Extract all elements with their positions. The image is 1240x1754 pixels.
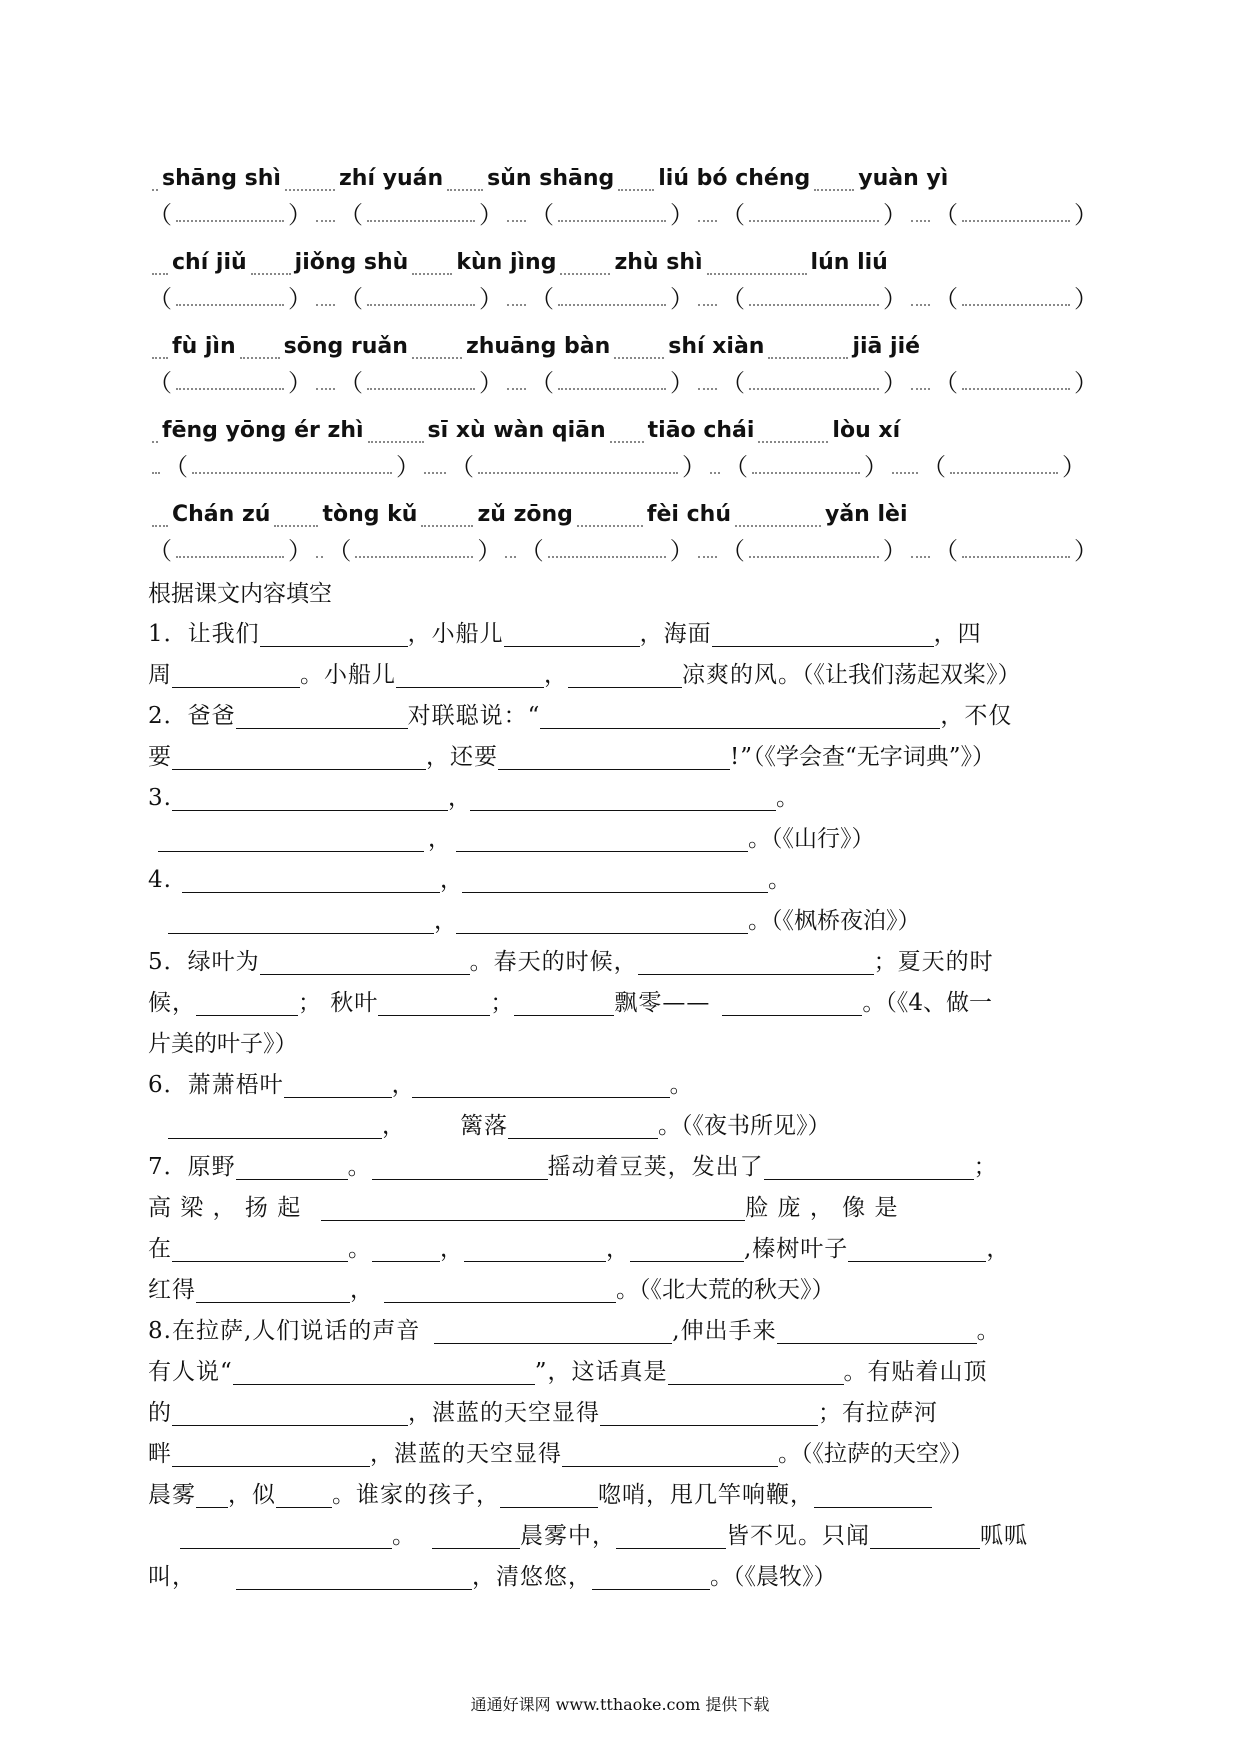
answer-blank[interactable] <box>172 661 300 688</box>
pinyin-word: lòu xí <box>832 418 901 443</box>
answer-blank[interactable] <box>168 907 434 934</box>
worksheet-page <box>148 150 1098 1598</box>
answer-blank[interactable] <box>196 1276 350 1303</box>
answer-blank[interactable] <box>233 1358 535 1385</box>
answer-brackets-row: （ ） （ ） （ ） （ ） （ ） <box>148 285 1098 313</box>
pinyin-row <box>148 318 1098 359</box>
pinyin-word: sǔn shāng <box>487 166 615 191</box>
answer-blank[interactable] <box>668 1358 844 1385</box>
answer-blank[interactable] <box>182 866 440 893</box>
question-5-line: 候， ； 秋叶 ； 飘零—— 。（《4、做一 <box>148 990 992 1016</box>
footer-credit: 通通好课网 www.tthaoke.com 提供下载 <box>470 1695 770 1714</box>
pinyin-row <box>148 486 1098 527</box>
answer-blank[interactable] <box>260 620 408 647</box>
pinyin-word: sī xù wàn qiān <box>427 418 606 443</box>
question-5-line: 片美的叶子》） <box>148 1031 298 1057</box>
question-3-line: ， 。（《山行》） <box>148 819 1098 860</box>
pinyin-word: kùn jìng <box>456 250 557 275</box>
answer-blank[interactable] <box>462 866 768 893</box>
question-7-line: 高 梁 ， 扬 起 脸 庞 ， 像 是 <box>148 1195 899 1221</box>
answer-blank[interactable] <box>196 1481 228 1508</box>
answer-blank[interactable] <box>172 1399 408 1426</box>
answer-blank[interactable] <box>562 1440 778 1467</box>
answer-blank[interactable] <box>508 1112 658 1139</box>
answer-blank[interactable] <box>712 620 934 647</box>
question-8-line: 畔 ，湛蓝的天空显得 。（《拉萨的天空》） <box>148 1441 974 1467</box>
pinyin-word: sōng ruǎn <box>283 334 408 359</box>
question-8-line: 8.在拉萨,人们说话的声音 ,伸出手来 。 <box>148 1318 1001 1344</box>
answer-blank[interactable] <box>456 825 748 852</box>
pinyin-word: tiāo chái <box>647 418 755 443</box>
answer-blank[interactable] <box>514 989 614 1016</box>
answer-blank[interactable] <box>236 1563 472 1590</box>
pinyin-word: shí xiàn <box>668 334 765 359</box>
answer-blank[interactable] <box>260 948 470 975</box>
pinyin-word: jiǒng shù <box>294 250 409 275</box>
pinyin-word: zhù shì <box>614 250 703 275</box>
pinyin-word: jiā jié <box>852 334 921 359</box>
answer-blank[interactable] <box>321 1194 745 1221</box>
question-1-line: 1．让我们 ，小船儿 ，海面 ，四 <box>148 621 982 647</box>
answer-brackets-row: （ ） （ ） （ ） （ ） （ ） <box>148 369 1098 397</box>
pinyin-word: fēng yōng ér zhì <box>162 418 364 443</box>
answer-blank[interactable] <box>616 1522 726 1549</box>
answer-blank[interactable] <box>168 1112 382 1139</box>
question-8-line: 的 ，湛蓝的天空显得 ；有拉萨河 <box>148 1400 938 1426</box>
answer-blank[interactable] <box>456 907 748 934</box>
question-7-line: 在 。 ， ， ,榛树叶子 ， <box>148 1236 1011 1262</box>
answer-blank[interactable] <box>396 661 544 688</box>
answer-blank[interactable] <box>722 989 862 1016</box>
section-title: 根据课文内容填空 <box>148 581 332 607</box>
answer-blank[interactable] <box>814 1481 932 1508</box>
answer-blank[interactable] <box>432 1522 520 1549</box>
answer-blank[interactable] <box>172 784 448 811</box>
answer-blank[interactable] <box>592 1563 710 1590</box>
question-7-line: 7．原野 。 摇动着豆荚，发出了 ； <box>148 1154 998 1180</box>
question-5-line: 5．绿叶为 。春天的时候， ；夏天的时 <box>148 949 994 975</box>
pinyin-word: zhuāng bàn <box>465 334 611 359</box>
answer-blank[interactable] <box>172 743 426 770</box>
pinyin-word: Chán zú <box>172 502 271 527</box>
question-1-line: 周 。小船儿 ， 凉爽的风。（《让我们荡起双桨》） <box>148 662 1021 688</box>
pinyin-row <box>148 150 1098 191</box>
answer-blank[interactable] <box>600 1399 818 1426</box>
pinyin-word: zǔ zōng <box>477 502 573 527</box>
answer-brackets-row: （ ） （ ） （ ） （ ） （ ） <box>148 537 1098 565</box>
answer-blank[interactable] <box>158 825 424 852</box>
question-6-line: 6．萧萧梧叶 ， 。 <box>148 1072 694 1098</box>
answer-blank[interactable] <box>172 1235 348 1262</box>
answer-blank[interactable] <box>500 1481 598 1508</box>
answer-blank[interactable] <box>284 1071 392 1098</box>
answer-blank[interactable] <box>236 1153 348 1180</box>
question-3-line: 3. ， 。 <box>148 785 800 811</box>
pinyin-word: lún liú <box>810 250 888 275</box>
question-4-line: 4. ， 。 <box>148 867 792 893</box>
answer-blank[interactable] <box>504 620 640 647</box>
pinyin-word: fù jìn <box>172 334 236 359</box>
question-9-line: 晨雾 ，似 。谁家的孩子， 唿哨，甩几竿响鞭， <box>148 1475 1098 1516</box>
question-9-line: 。 晨雾中， 皆不见。只闻 呱呱 <box>148 1516 1098 1557</box>
pinyin-word: tòng kǔ <box>322 502 418 527</box>
answer-blank[interactable] <box>236 702 408 729</box>
pinyin-word: yuàn yì <box>858 166 949 191</box>
answer-blank[interactable] <box>412 1071 670 1098</box>
question-2-line: 要 ，还要 !”（《学会查“无字词典”》） <box>148 744 996 770</box>
question-8-line: 有人说“ ”，这话真是 。有贴着山顶 <box>148 1359 988 1385</box>
pinyin-word: zhí yuán <box>338 166 444 191</box>
question-7-line: 红得 ， 。（《北大荒的秋天》） <box>148 1277 835 1303</box>
answer-brackets-row: （ ） （ ） （ ） （ ） （ ） <box>148 201 1098 229</box>
answer-blank[interactable] <box>777 1317 977 1344</box>
pinyin-row <box>148 234 1098 275</box>
answer-blank[interactable] <box>384 1276 616 1303</box>
answer-blank[interactable] <box>196 989 298 1016</box>
answer-blank[interactable] <box>276 1481 332 1508</box>
pinyin-word: fèi chú <box>646 502 731 527</box>
answer-blank[interactable] <box>464 1235 606 1262</box>
answer-blank[interactable] <box>870 1522 980 1549</box>
pinyin-word: liú bó chéng <box>658 166 811 191</box>
answer-blank[interactable] <box>180 1522 392 1549</box>
pinyin-word: yǎn lèi <box>824 502 908 527</box>
answer-blank[interactable] <box>378 989 490 1016</box>
answer-brackets-row: （ ） （ ） （ ） （ ） <box>148 443 1098 486</box>
question-4-line: ， 。（《枫桥夜泊》） <box>148 901 1098 942</box>
question-9-line: 叫， ，清悠悠， 。（《晨牧》） <box>148 1564 837 1590</box>
answer-blank[interactable] <box>630 1235 744 1262</box>
answer-blank[interactable] <box>568 661 682 688</box>
answer-blank[interactable] <box>470 784 776 811</box>
answer-blank[interactable] <box>848 1235 986 1262</box>
pinyin-row <box>148 402 1098 443</box>
answer-blank[interactable] <box>372 1235 440 1262</box>
answer-blank[interactable] <box>434 1317 672 1344</box>
answer-blank[interactable] <box>764 1153 974 1180</box>
pinyin-word: shāng shì <box>162 166 281 191</box>
answer-blank[interactable] <box>498 743 730 770</box>
answer-blank[interactable] <box>638 948 874 975</box>
question-6-line: ， 篱落 。（《夜书所见》） <box>148 1106 1098 1147</box>
answer-blank[interactable] <box>540 702 940 729</box>
pinyin-word: chí jiǔ <box>172 250 247 275</box>
answer-blank[interactable] <box>172 1440 370 1467</box>
question-2-line: 2．爸爸 对联聪说：“ ，不仅 <box>148 703 1013 729</box>
answer-blank[interactable] <box>372 1153 548 1180</box>
